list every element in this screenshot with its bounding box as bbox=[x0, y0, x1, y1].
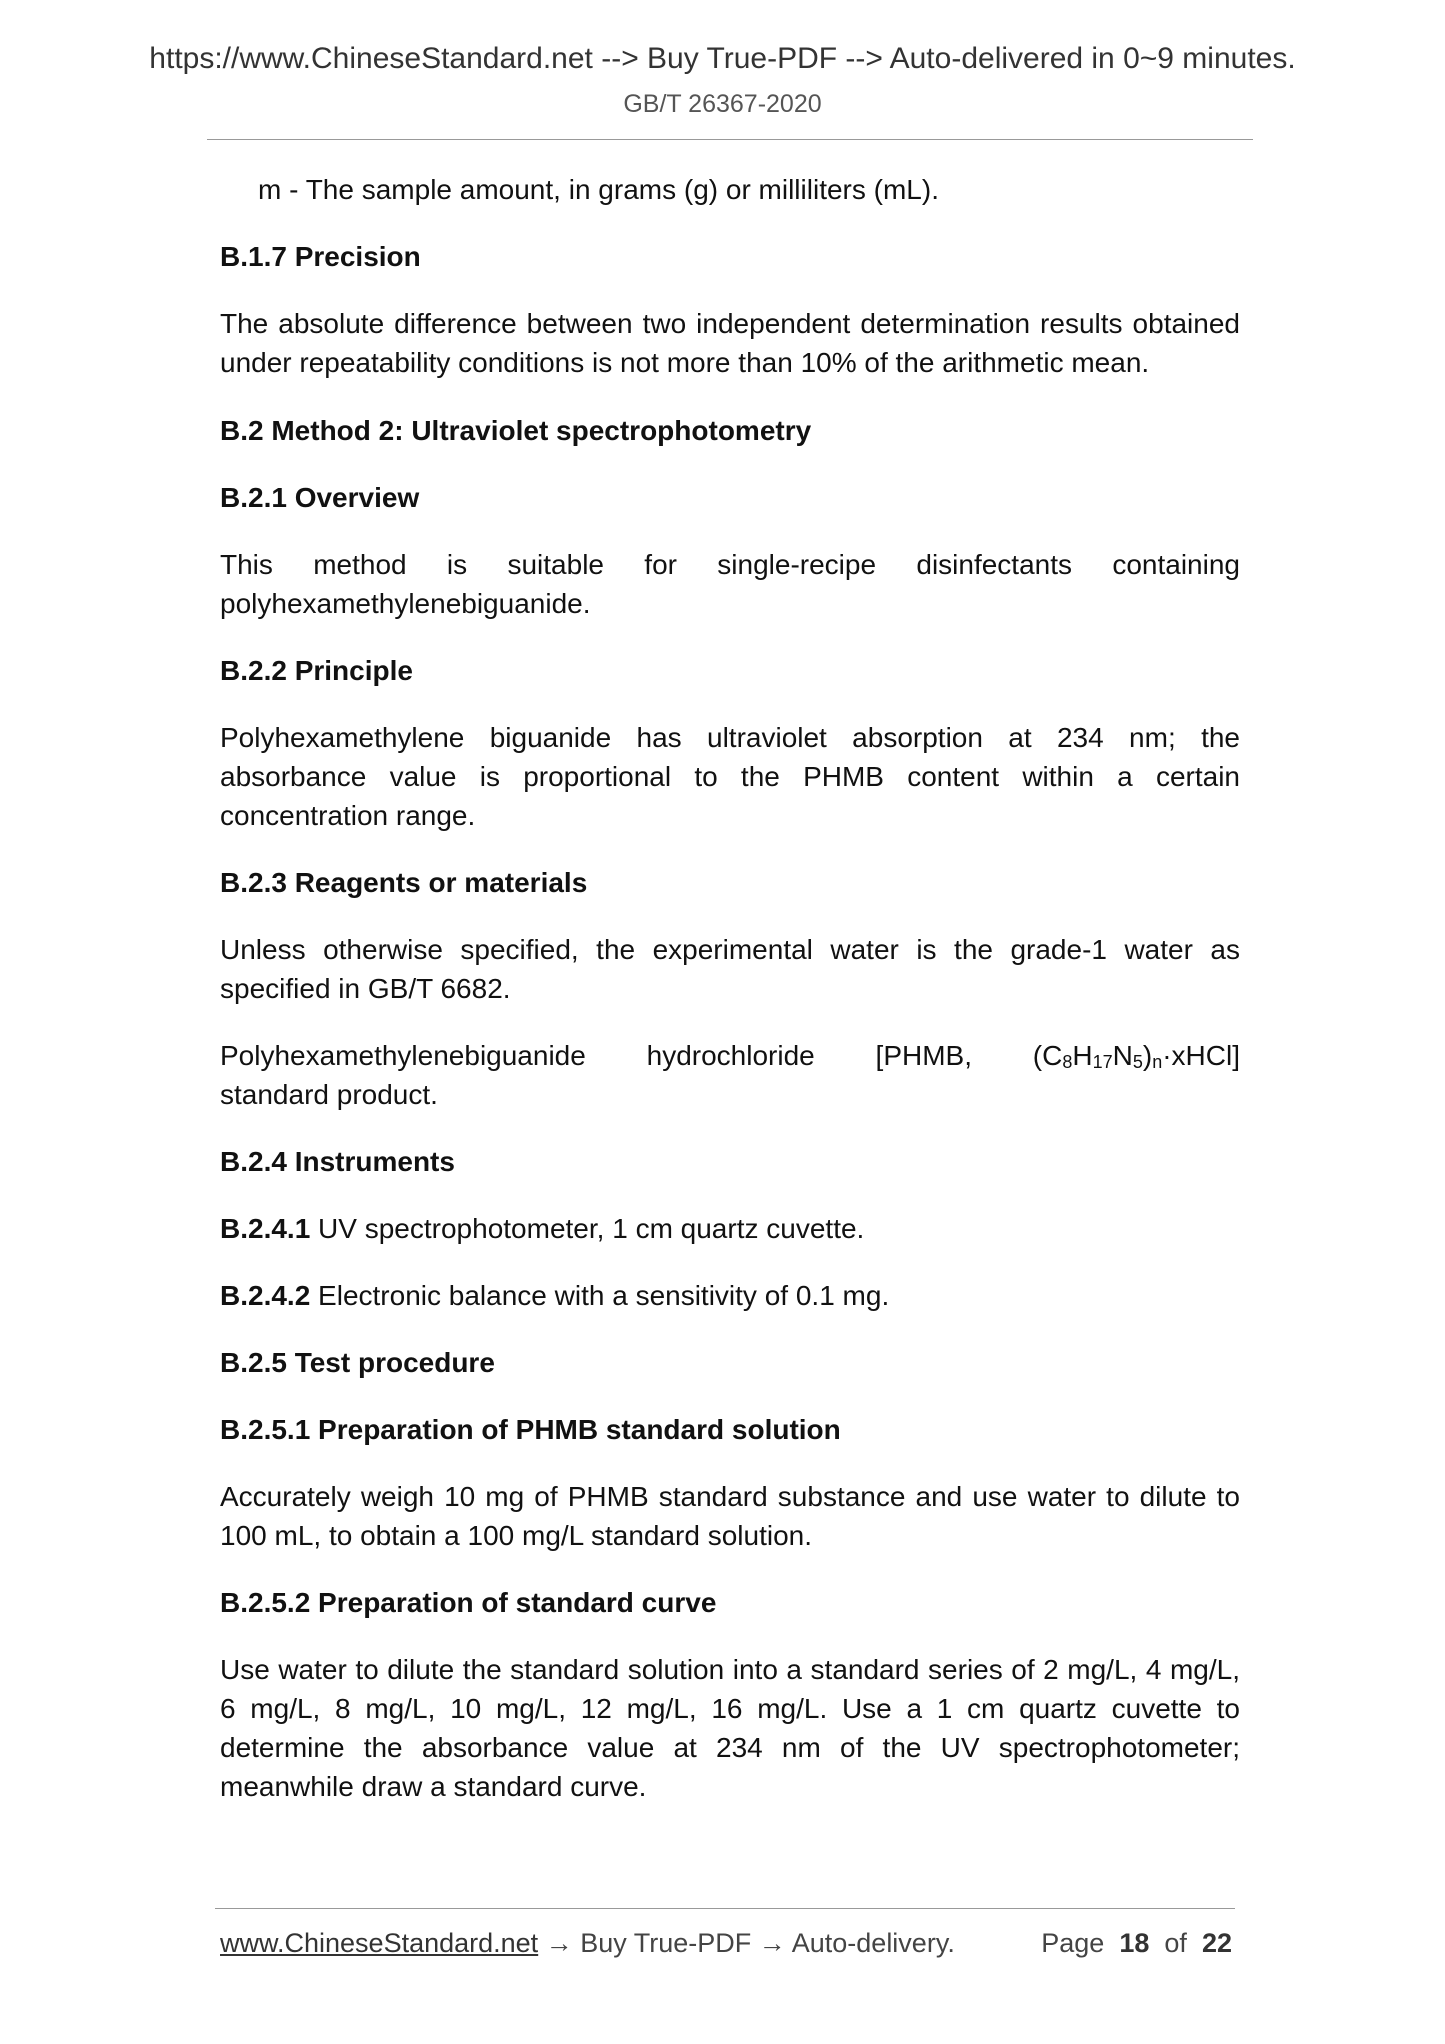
formula-text-4: ) bbox=[1142, 1040, 1153, 1071]
paragraph-b-2-4-2 bbox=[220, 1276, 1240, 1315]
header-divider bbox=[207, 139, 1253, 140]
formula-text-3: N bbox=[1112, 1040, 1133, 1071]
footer-tagline: → Buy True-PDF → Auto-delivery. bbox=[538, 1928, 955, 1958]
footer-left bbox=[220, 1928, 955, 1959]
formula-text-1: Polyhexamethylenebiguanide hydrochloride [PHMB, (C bbox=[220, 1040, 1063, 1071]
header-url-line: https://www.ChineseStandard.net --> Buy True-PDF --> Auto-delivered in 0~9 minutes. bbox=[149, 42, 1296, 75]
paragraph-standard-curve: Use water to dilute the standard solution into a standard series of 2 mg/L, 4 mg/L, 6 mg/L, 8 mg/L, 10 mg/L, 12 mg/L, 16 mg/L. Use a 1 cm quartz cuvette to determine the absorbance value at 234 nm of the UV spectrophotometer; meanwhile draw a standard curve. bbox=[220, 1654, 1240, 1802]
phmb-formula-line bbox=[220, 1036, 1240, 1075]
clause-text-b-2-4-2: Electronic balance with a sensitivity of 0.1 mg. bbox=[310, 1280, 890, 1311]
heading-b-2-1: B.2.1 Overview bbox=[220, 482, 420, 513]
phmb-standard-product: standard product. bbox=[220, 1079, 438, 1110]
paragraph-water-grade: Unless otherwise specified, the experimental water is the grade-1 water as specified in GB/T 6682. bbox=[220, 934, 1240, 1004]
of-label: of bbox=[1164, 1928, 1187, 1958]
heading-b-1-7: B.1.7 Precision bbox=[220, 241, 421, 272]
paragraph-precision: The absolute difference between two independent determination results obtained under repeatability conditions is not more than 10% of the arithmetic mean. bbox=[220, 308, 1240, 378]
heading-b-2-2: B.2.2 Principle bbox=[220, 655, 413, 686]
paragraph-overview: This method is suitable for single-recipe disinfectants containing polyhexamethylenebiguanide. bbox=[220, 549, 1240, 619]
m-definition: m - The sample amount, in grams (g) or milliliters (mL). bbox=[258, 174, 939, 205]
formula-sub-polymer: n bbox=[1152, 1052, 1163, 1072]
formula-text-5: ·xHCl] bbox=[1162, 1040, 1240, 1071]
heading-b-2-5: B.2.5 Test procedure bbox=[220, 1347, 495, 1378]
heading-b-2: B.2 Method 2: Ultraviolet spectrophotometry bbox=[220, 415, 812, 446]
formula-sub-n: 5 bbox=[1132, 1052, 1143, 1072]
footer-divider bbox=[215, 1908, 1235, 1909]
heading-b-2-4: B.2.4 Instruments bbox=[220, 1146, 455, 1177]
footer-site-link[interactable]: www.ChineseStandard.net bbox=[220, 1928, 539, 1958]
page-number: 18 bbox=[1119, 1928, 1150, 1958]
page-indicator bbox=[1041, 1928, 1232, 1959]
paragraph-standard-solution: Accurately weigh 10 mg of PHMB standard substance and use water to dilute to 100 mL, to obtain a 100 mg/L standard solution. bbox=[220, 1481, 1240, 1551]
paragraph-b-2-4-1 bbox=[220, 1209, 1240, 1248]
heading-b-2-3: B.2.3 Reagents or materials bbox=[220, 867, 588, 898]
standard-code: GB/T 26367-2020 bbox=[623, 90, 822, 118]
heading-b-2-5-1: B.2.5.1 Preparation of PHMB standard solution bbox=[220, 1414, 841, 1445]
clause-number-b-2-4-1: B.2.4.1 bbox=[220, 1213, 311, 1244]
paragraph-principle: Polyhexamethylene biguanide has ultraviolet absorption at 234 nm; the absorbance value is proportional to the PHMB content within a certain concentration range. bbox=[220, 722, 1240, 831]
heading-b-2-5-2: B.2.5.2 Preparation of standard curve bbox=[220, 1587, 717, 1618]
clause-number-b-2-4-2: B.2.4.2 bbox=[220, 1280, 311, 1311]
page-label: Page bbox=[1041, 1928, 1105, 1958]
paragraph-phmb-standard bbox=[220, 1036, 1240, 1114]
document-body bbox=[220, 170, 1240, 1806]
clause-text-b-2-4-1: UV spectrophotometer, 1 cm quartz cuvette. bbox=[310, 1213, 865, 1244]
formula-sub-h: 17 bbox=[1092, 1052, 1113, 1072]
formula-sub-c: 8 bbox=[1062, 1052, 1073, 1072]
formula-text-2: H bbox=[1072, 1040, 1093, 1071]
page-total: 22 bbox=[1201, 1928, 1232, 1958]
